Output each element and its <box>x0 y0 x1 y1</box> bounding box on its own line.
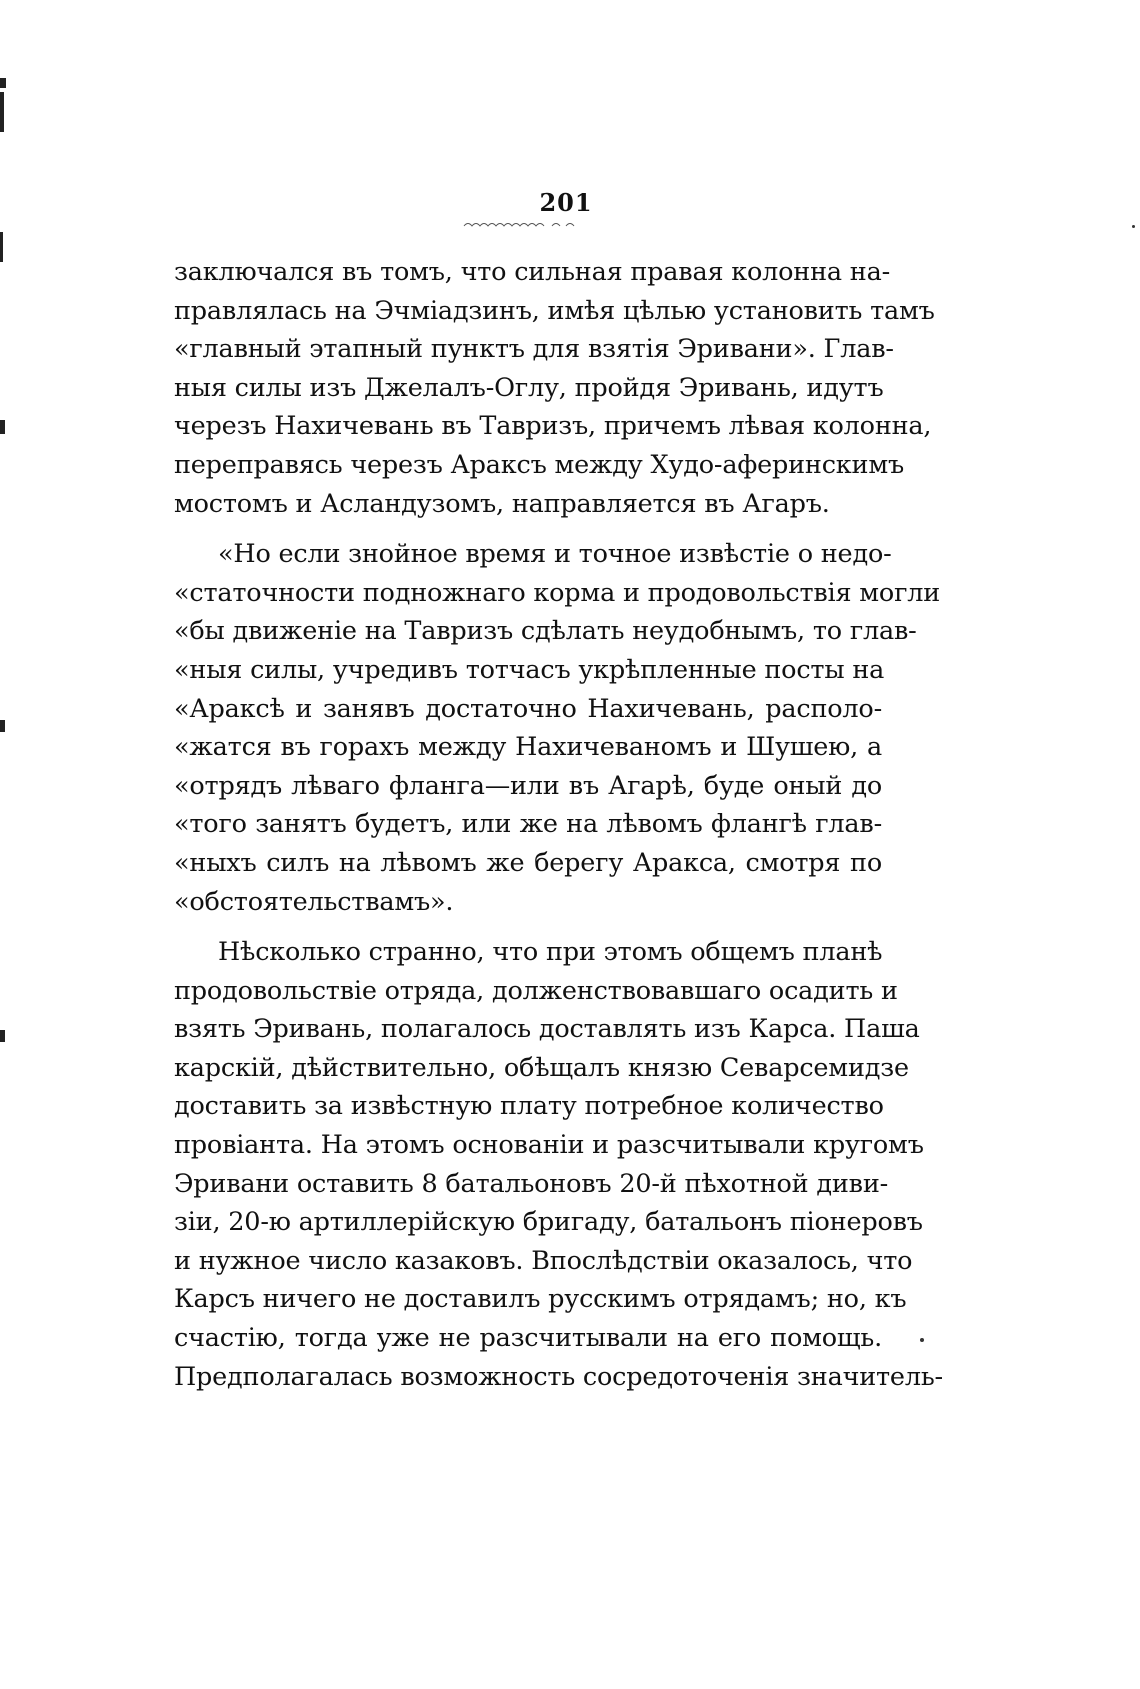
text-line: «главный этапный пунктъ для взятія Эривани». Глав- <box>174 334 894 365</box>
text-line: правлялась на Эчміадзинъ, имѣя цѣлью установить тамъ <box>174 295 935 326</box>
paragraph <box>174 253 935 523</box>
text-line: Карсъ ничего не доставилъ русскимъ отрядамъ; но, къ <box>174 1284 907 1315</box>
scan-speck <box>920 1338 924 1342</box>
text-line: «ныхъ силъ на лѣвомъ же берегу Аракса, смотря по <box>174 847 882 878</box>
body-text <box>174 253 943 1396</box>
text-line: провіанта. На этомъ основаніи и разсчитывали кругомъ <box>174 1130 924 1161</box>
page-number: 201 <box>539 188 593 217</box>
paragraph <box>174 535 941 921</box>
paragraph <box>174 933 943 1396</box>
scan-edge-mark <box>0 1030 5 1042</box>
scan-edge-mark <box>0 720 5 732</box>
text-line: Предполагалась возможность сосредоточенія значитель- <box>174 1361 943 1392</box>
text-line: счастію, тогда уже не разсчитывали на его помощь. <box>174 1323 882 1354</box>
header-ornament <box>462 220 582 230</box>
text-line: «того занятъ будетъ, или же на лѣвомъ флангѣ глав- <box>174 809 882 840</box>
scan-edge-mark <box>0 232 3 262</box>
text-line: доставить за извѣстную плату потребное количество <box>174 1091 884 1122</box>
text-line: «обстоятельствамъ». <box>174 886 454 917</box>
paragraph-gap <box>174 523 882 535</box>
text-line: черезъ Нахичевань въ Тавризъ, причемъ лѣвая колонна, <box>174 411 932 442</box>
text-line: ныя силы изъ Джелалъ-Оглу, пройдя Эривань, идутъ <box>174 372 884 403</box>
text-line: «жатся въ горахъ между Нахичеваномъ и Шушею, а <box>174 732 882 763</box>
scan-edge-mark <box>0 92 4 132</box>
text-line: продовольствіе отряда, долженствовавшаго осадить и <box>174 975 898 1006</box>
text-line: карскій, дѣйствительно, обѣщалъ князю Севарсемидзе <box>174 1052 909 1083</box>
text-line: зіи, 20-ю артиллерійскую бригаду, батальонъ піонеровъ <box>174 1207 923 1238</box>
text-line: «бы движеніе на Тавризъ сдѣлать неудобнымъ, то глав- <box>174 616 917 647</box>
text-line: заключался въ томъ, что сильная правая колонна на- <box>174 257 891 287</box>
scan-edge-mark <box>0 78 6 88</box>
scan-speck <box>1132 225 1135 228</box>
text-line: взять Эривань, полагалось доставлять изъ Карса. Паша <box>174 1014 920 1045</box>
text-line: «статочности подножнаго корма и продовольствія могли <box>174 577 941 608</box>
scan-edge-mark <box>0 420 5 434</box>
text-line: Эривани оставить 8 батальоновъ 20-й пѣхотной диви- <box>174 1168 889 1199</box>
text-line: «ныя силы, учредивъ тотчасъ укрѣпленные посты на <box>174 654 885 685</box>
text-line: переправясь черезъ Араксъ между Худо-аферинскимъ <box>174 449 904 480</box>
text-line: «Араксѣ и занявъ достаточно Нахичевань, располо- <box>174 693 882 724</box>
text-line: «Но если знойное время и точное извѣстіе о недо- <box>218 539 892 570</box>
text-line: мостомъ и Асландузомъ, направляется въ Агаръ. <box>174 488 830 519</box>
paragraph-gap <box>174 921 882 933</box>
text-line: и нужное число казаковъ. Впослѣдствіи оказалось, что <box>174 1245 913 1276</box>
text-line: «отрядъ лѣваго фланга—или въ Агарѣ, буде оный до <box>174 770 882 801</box>
text-line: Нѣсколько странно, что при этомъ общемъ планѣ <box>218 937 883 968</box>
